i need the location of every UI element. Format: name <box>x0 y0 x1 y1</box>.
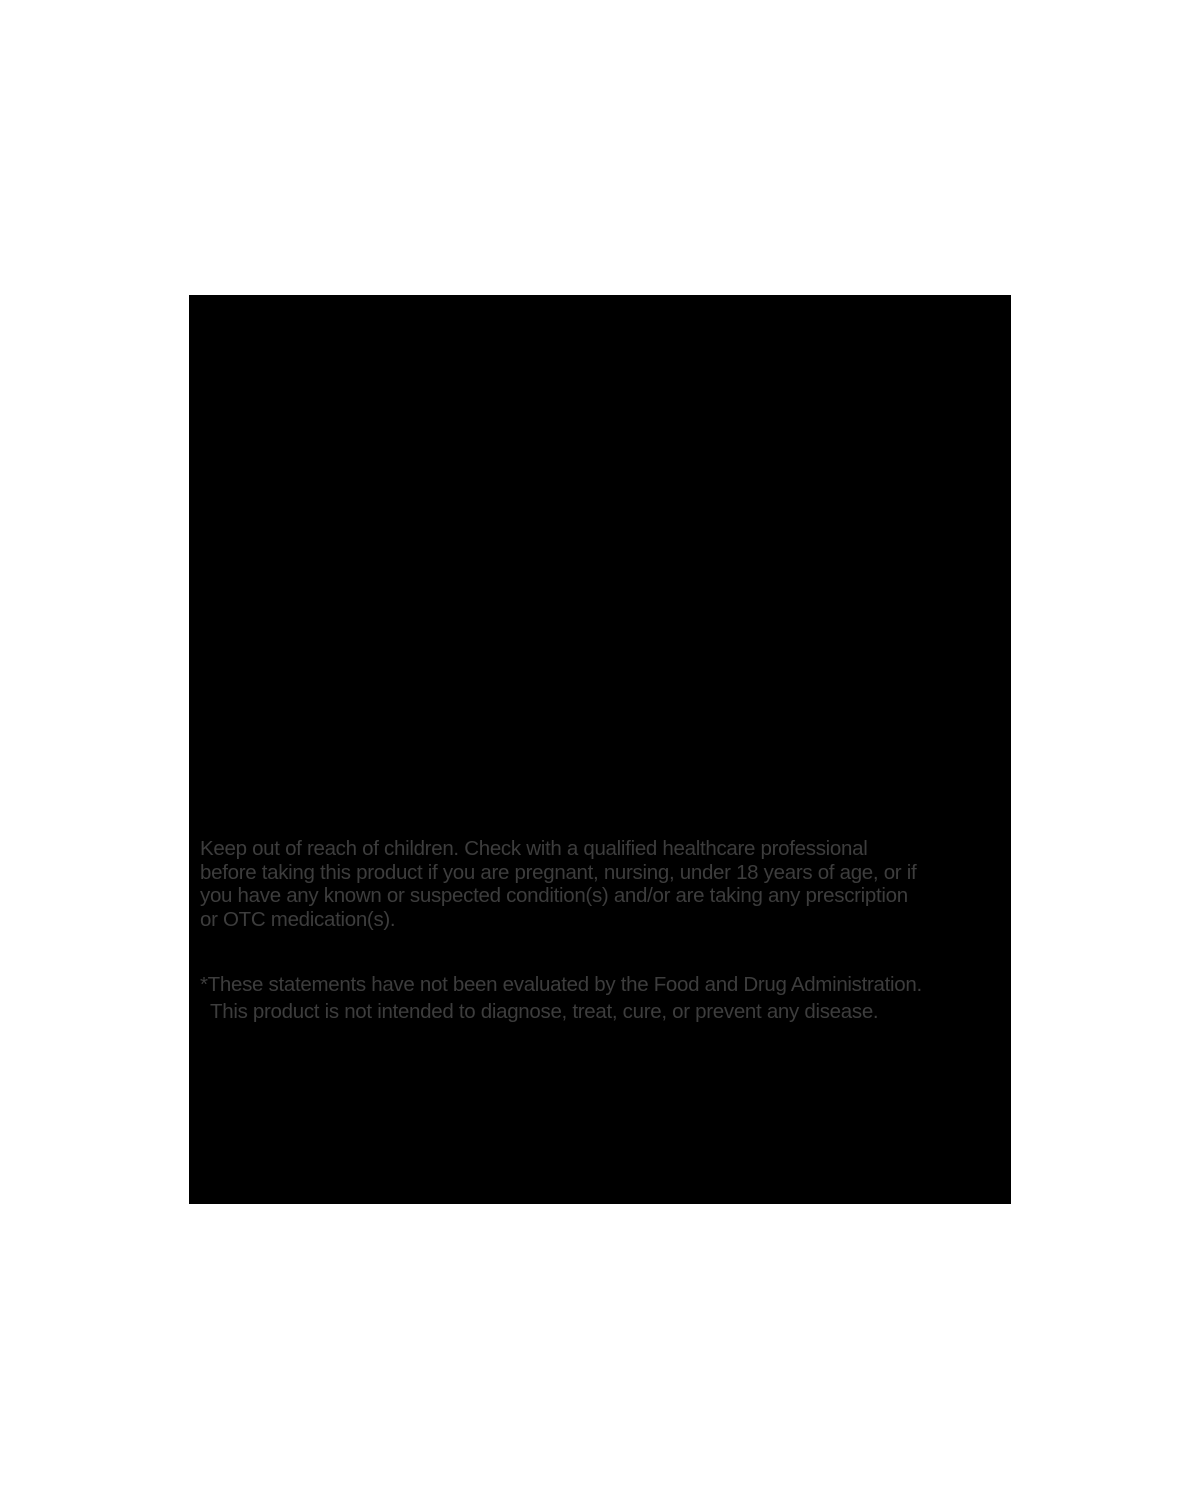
warning-line-4: or OTC medication(s). <box>200 907 396 931</box>
warning-line-2: before taking this product if you are pregnant, nursing, under 18 years of age, or if <box>200 860 917 884</box>
fda-disclaimer-line-2: This product is not intended to diagnose, treat, cure, or prevent any disease. <box>210 1000 879 1023</box>
warning-paragraph <box>200 837 916 931</box>
warning-line-3: you have any known or suspected condition(s) and/or are taking any prescription <box>200 884 908 907</box>
supplement-label-panel <box>189 295 1011 1204</box>
fda-disclaimer-line-1: *These statements have not been evaluated by the Food and Drug Administration. <box>200 973 922 996</box>
warning-line-1: Keep out of reach of children. Check with a qualified healthcare professional <box>200 837 868 860</box>
fda-disclaimer-paragraph <box>200 971 922 1025</box>
